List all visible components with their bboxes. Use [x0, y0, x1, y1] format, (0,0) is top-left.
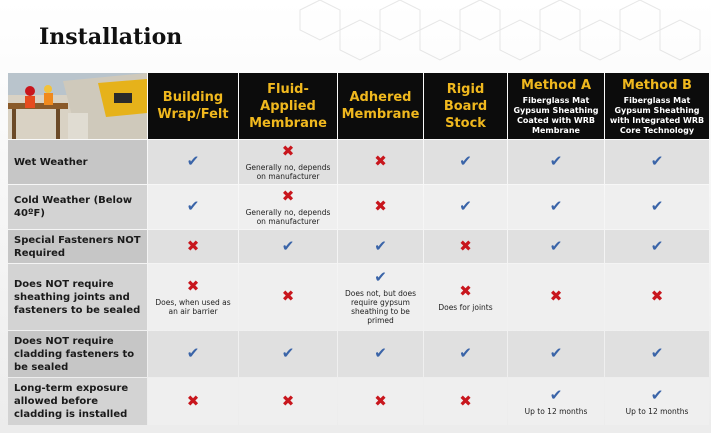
table-cell — [424, 331, 507, 377]
column-header-4 — [508, 73, 604, 139]
column-header-0 — [148, 73, 238, 139]
table-cell — [424, 264, 507, 330]
table-cell — [148, 264, 238, 330]
row-label: Special Fasteners NOT Required — [8, 230, 147, 263]
table-cell — [239, 264, 337, 330]
table-cell — [424, 185, 507, 229]
row-label: Does NOT require cladding fasteners to be sealed — [8, 331, 147, 377]
checkmark-icon: ✔ — [549, 345, 563, 362]
checkmark-icon: ✔ — [650, 387, 664, 404]
table-cell — [508, 230, 604, 263]
cross-icon: ✖ — [459, 392, 472, 410]
cross-icon: ✖ — [186, 392, 200, 410]
checkmark-icon: ✔ — [650, 198, 664, 215]
column-header-label: Adhered Membrane — [341, 90, 420, 122]
cross-icon: ✖ — [281, 143, 295, 160]
cross-icon: ✖ — [374, 392, 387, 410]
cell-note: Generally no, depends on manufacturer — [245, 208, 331, 226]
cross-icon: ✖ — [650, 288, 664, 305]
checkmark-icon: ✔ — [374, 237, 387, 255]
checkmark-icon: ✔ — [281, 345, 295, 362]
checkmark-icon: ✔ — [186, 198, 200, 215]
table-cell — [239, 378, 337, 425]
cross-icon: ✖ — [549, 288, 563, 305]
page-title: Installation — [39, 24, 183, 50]
checkmark-icon: ✔ — [650, 153, 664, 170]
header-row — [8, 73, 709, 139]
checkmark-icon: ✔ — [459, 345, 472, 362]
column-header-2 — [338, 73, 423, 139]
cross-icon: ✖ — [459, 282, 472, 300]
column-header-label: Rigid Board Stock — [443, 81, 488, 131]
table-cell — [338, 230, 423, 263]
table-row — [8, 331, 709, 377]
table-cell — [605, 264, 709, 330]
table-cell — [508, 140, 604, 184]
table-cell — [338, 331, 423, 377]
row-label: Long-term exposure allowed before cladding is installed — [8, 378, 147, 425]
table-cell — [424, 230, 507, 263]
construction-worker-image — [8, 73, 147, 139]
cell-note: Generally no, depends on manufacturer — [245, 163, 331, 181]
checkmark-icon: ✔ — [650, 237, 664, 255]
table-cell — [605, 331, 709, 377]
table-cell — [239, 185, 337, 229]
row-label: Does NOT require sheathing joints and fasteners to be sealed — [8, 264, 147, 330]
checkmark-icon: ✔ — [459, 198, 472, 215]
comparison-table — [7, 72, 710, 426]
column-header-label: Method A — [520, 77, 592, 93]
table-cell — [605, 378, 709, 425]
checkmark-icon: ✔ — [186, 345, 200, 362]
table-row — [8, 378, 709, 425]
table-cell — [338, 140, 423, 184]
checkmark-icon: ✔ — [459, 153, 472, 170]
header-photo — [8, 73, 147, 139]
table-cell — [148, 140, 238, 184]
checkmark-icon: ✔ — [374, 345, 387, 362]
cell-note: Does, when used as an air barrier — [155, 298, 231, 316]
checkmark-icon: ✔ — [650, 345, 664, 362]
table-cell — [338, 264, 423, 330]
checkmark-icon: ✔ — [374, 269, 387, 286]
cross-icon: ✖ — [459, 237, 472, 255]
cross-icon: ✖ — [186, 278, 200, 295]
table-cell — [148, 185, 238, 229]
table-cell — [424, 140, 507, 184]
table-cell — [148, 378, 238, 425]
cell-note: Does for joints — [438, 302, 493, 312]
row-label: Cold Weather (Below 40ºF) — [8, 185, 147, 229]
cross-icon: ✖ — [281, 392, 295, 410]
table-cell — [424, 378, 507, 425]
cell-note: Up to 12 months — [524, 407, 588, 416]
column-header-5 — [605, 73, 709, 139]
table-cell — [508, 185, 604, 229]
table-cell — [148, 331, 238, 377]
column-header-subtitle: Fiberglass Mat Gypsum Sheathing with Integrated WRB Core Technology — [609, 95, 705, 135]
table-cell — [605, 185, 709, 229]
checkmark-icon: ✔ — [281, 237, 295, 255]
cell-note: Does not, but does require gypsum sheathing to be primed — [344, 289, 417, 325]
table-cell — [508, 378, 604, 425]
column-header-1 — [239, 73, 337, 139]
table-cell — [508, 264, 604, 330]
column-header-subtitle: Fiberglass Mat Gypsum Sheathing Coated with WRB Membrane — [513, 95, 599, 135]
table-row — [8, 140, 709, 184]
table-row — [8, 230, 709, 263]
table-cell — [605, 140, 709, 184]
table-cell — [239, 230, 337, 263]
cross-icon: ✖ — [374, 153, 387, 170]
row-label: Wet Weather — [8, 140, 147, 184]
checkmark-icon: ✔ — [549, 153, 563, 170]
column-header-3 — [424, 73, 507, 139]
checkmark-icon: ✔ — [186, 153, 200, 170]
cross-icon: ✖ — [186, 237, 200, 255]
table-cell — [508, 331, 604, 377]
table-cell — [605, 230, 709, 263]
cross-icon: ✖ — [281, 288, 295, 305]
table-cell — [148, 230, 238, 263]
checkmark-icon: ✔ — [549, 237, 563, 255]
checkmark-icon: ✔ — [549, 198, 563, 215]
table-row — [8, 185, 709, 229]
column-header-label: Fluid-Applied Membrane — [249, 81, 327, 131]
table-cell — [239, 140, 337, 184]
table-cell — [338, 378, 423, 425]
column-header-label: Building Wrap/Felt — [157, 90, 229, 122]
cell-note: Up to 12 months — [625, 407, 689, 416]
column-header-label: Method B — [622, 77, 692, 93]
table-cell — [239, 331, 337, 377]
table-row — [8, 264, 709, 330]
table-cell — [338, 185, 423, 229]
cross-icon: ✖ — [374, 198, 387, 215]
cross-icon: ✖ — [281, 188, 295, 205]
checkmark-icon: ✔ — [549, 387, 563, 404]
